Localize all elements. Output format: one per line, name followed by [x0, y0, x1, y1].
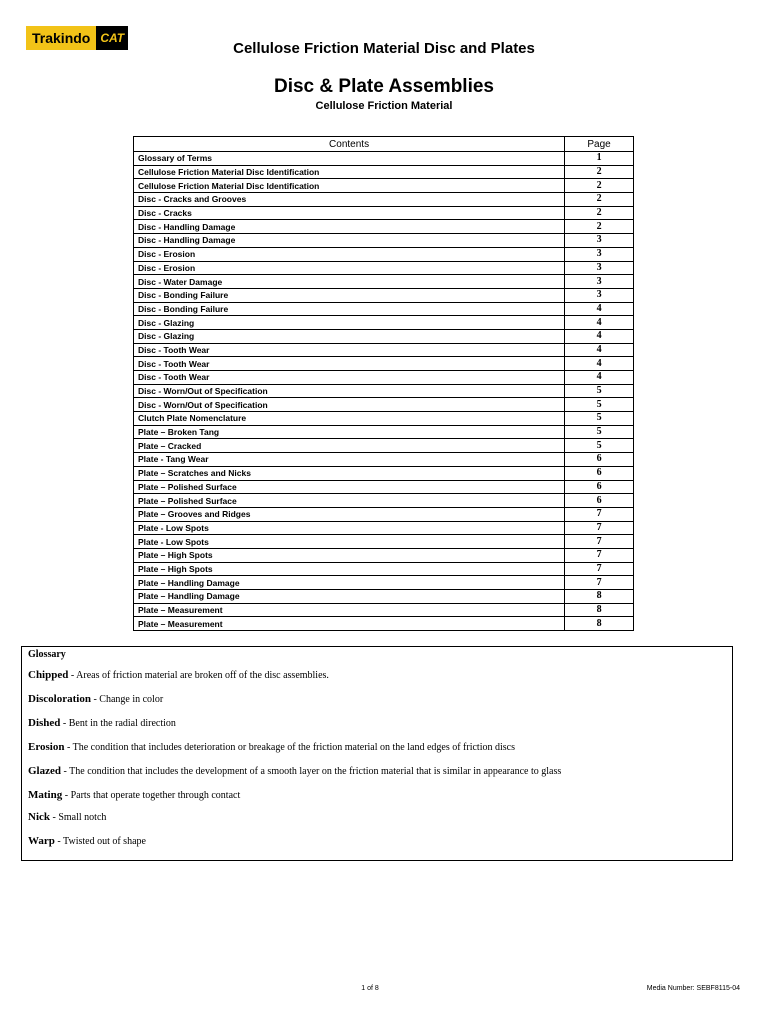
contents-table [133, 136, 634, 631]
table-row [134, 193, 634, 207]
glossary-heading: Glossary [28, 649, 66, 660]
contents-entry-title: Glossary of Terms [134, 152, 565, 166]
glossary-term: Chipped [28, 669, 69, 681]
table-row [134, 261, 634, 275]
table-row [134, 453, 634, 467]
table-row [134, 480, 634, 494]
contents-entry-title: Disc - Bonding Failure [134, 302, 565, 316]
contents-entry-page: 6 [565, 480, 634, 494]
contents-entry-title: Disc - Glazing [134, 316, 565, 330]
page-number: 1 of 8 [361, 985, 379, 992]
table-row [134, 206, 634, 220]
logo-cat: CAT [96, 26, 128, 50]
contents-entry-page: 5 [565, 439, 634, 453]
contents-entry-page: 7 [565, 535, 634, 549]
glossary-term: Discoloration [28, 693, 91, 705]
contents-entry-title: Plate – Measurement [134, 603, 565, 617]
table-row [134, 371, 634, 385]
table-row [134, 302, 634, 316]
contents-entry-title: Disc - Handling Damage [134, 234, 565, 248]
contents-entry-title: Disc - Cracks and Grooves [134, 193, 565, 207]
table-row [134, 494, 634, 508]
glossary-definition: - Areas of friction material are broken off of the disc assemblies. [68, 670, 329, 681]
contents-entry-title: Disc - Bonding Failure [134, 288, 565, 302]
table-row [134, 384, 634, 398]
table-row [134, 507, 634, 521]
table-row [134, 316, 634, 330]
glossary-term: Glazed [28, 765, 61, 777]
contents-entry-title: Disc - Cracks [134, 206, 565, 220]
table-row [134, 439, 634, 453]
contents-header: Contents [134, 137, 565, 152]
contents-entry-title: Disc - Erosion [134, 247, 565, 261]
logo-trakindo: Trakindo [26, 26, 96, 50]
glossary-term: Warp [28, 835, 55, 847]
document-title: Cellulose Friction Material Disc and Plates [233, 40, 535, 57]
contents-entry-page: 7 [565, 562, 634, 576]
contents-entry-page: 5 [565, 425, 634, 439]
contents-entry-title: Plate – High Spots [134, 548, 565, 562]
table-row [134, 275, 634, 289]
glossary-definition: - Parts that operate together through contact [62, 790, 241, 801]
table-row [134, 220, 634, 234]
contents-entry-page: 1 [565, 152, 634, 166]
table-row [134, 521, 634, 535]
contents-entry-page: 8 [565, 590, 634, 604]
contents-entry-title: Disc - Tooth Wear [134, 357, 565, 371]
media-number: Media Number: SEBF8115-04 [646, 985, 740, 992]
glossary-entry [28, 693, 163, 705]
table-row [134, 562, 634, 576]
contents-entry-title: Disc - Tooth Wear [134, 371, 565, 385]
contents-table-body [134, 152, 634, 631]
contents-entry-title: Cellulose Friction Material Disc Identification [134, 179, 565, 193]
contents-entry-page: 8 [565, 617, 634, 631]
page-header: Page [565, 137, 634, 152]
contents-entry-title: Disc - Tooth Wear [134, 343, 565, 357]
contents-entry-page: 4 [565, 329, 634, 343]
contents-entry-page: 3 [565, 247, 634, 261]
contents-entry-title: Disc - Erosion [134, 261, 565, 275]
glossary-entry [28, 835, 146, 847]
table-row [134, 343, 634, 357]
contents-entry-title: Plate - Low Spots [134, 535, 565, 549]
table-row [134, 165, 634, 179]
contents-entry-page: 4 [565, 302, 634, 316]
contents-entry-page: 7 [565, 548, 634, 562]
contents-entry-page: 4 [565, 357, 634, 371]
contents-entry-title: Plate – Handling Damage [134, 590, 565, 604]
contents-entry-page: 7 [565, 576, 634, 590]
contents-entry-title: Disc - Glazing [134, 329, 565, 343]
contents-entry-title: Plate – Polished Surface [134, 480, 565, 494]
glossary-definition: - The condition that includes deterioration or breakage of the friction material on the land edges of friction discs [64, 742, 515, 753]
table-row [134, 179, 634, 193]
glossary-entry [28, 669, 329, 681]
table-row [134, 603, 634, 617]
glossary-entry [28, 717, 176, 729]
contents-entry-title: Cellulose Friction Material Disc Identification [134, 165, 565, 179]
glossary-definition: - Small notch [50, 812, 107, 823]
glossary-entry [28, 811, 106, 823]
contents-entry-page: 3 [565, 288, 634, 302]
table-row [134, 412, 634, 426]
contents-entry-title: Plate – High Spots [134, 562, 565, 576]
table-row [134, 425, 634, 439]
contents-entry-page: 3 [565, 275, 634, 289]
contents-entry-page: 3 [565, 234, 634, 248]
contents-entry-page: 4 [565, 371, 634, 385]
table-row [134, 398, 634, 412]
contents-entry-title: Plate – Broken Tang [134, 425, 565, 439]
table-row [134, 535, 634, 549]
glossary-term: Erosion [28, 741, 65, 753]
table-row [134, 466, 634, 480]
contents-entry-title: Disc - Handling Damage [134, 220, 565, 234]
contents-entry-title: Plate – Grooves and Ridges [134, 507, 565, 521]
glossary-term: Nick [28, 811, 50, 823]
glossary-box [21, 646, 733, 861]
contents-entry-page: 2 [565, 193, 634, 207]
table-row [134, 288, 634, 302]
contents-entry-title: Plate - Low Spots [134, 521, 565, 535]
contents-entry-title: Clutch Plate Nomenclature [134, 412, 565, 426]
contents-entry-page: 6 [565, 466, 634, 480]
contents-header-row [134, 137, 634, 152]
table-row [134, 617, 634, 631]
contents-entry-page: 4 [565, 316, 634, 330]
table-row [134, 152, 634, 166]
contents-entry-page: 5 [565, 398, 634, 412]
table-row [134, 590, 634, 604]
contents-entry-title: Plate - Tang Wear [134, 453, 565, 467]
contents-entry-page: 2 [565, 179, 634, 193]
table-row [134, 329, 634, 343]
glossary-definition: - Twisted out of shape [54, 836, 146, 847]
glossary-definition: - Change in color [90, 694, 164, 705]
glossary-entry [28, 741, 515, 753]
contents-entry-title: Plate – Measurement [134, 617, 565, 631]
table-row [134, 576, 634, 590]
contents-entry-title: Disc - Water Damage [134, 275, 565, 289]
contents-entry-page: 7 [565, 507, 634, 521]
contents-entry-page: 5 [565, 412, 634, 426]
sub-title: Cellulose Friction Material [315, 100, 453, 112]
glossary-entry [28, 789, 240, 801]
contents-entry-page: 6 [565, 453, 634, 467]
contents-entry-title: Plate – Handling Damage [134, 576, 565, 590]
table-row [134, 234, 634, 248]
contents-entry-page: 2 [565, 206, 634, 220]
contents-entry-title: Plate – Scratches and Nicks [134, 466, 565, 480]
contents-entry-title: Plate – Cracked [134, 439, 565, 453]
contents-entry-page: 2 [565, 165, 634, 179]
contents-entry-page: 4 [565, 343, 634, 357]
contents-entry-page: 2 [565, 220, 634, 234]
main-title: Disc & Plate Assemblies [273, 76, 494, 97]
glossary-definition: - Bent in the radial direction [60, 718, 176, 729]
contents-entry-title: Plate – Polished Surface [134, 494, 565, 508]
table-row [134, 548, 634, 562]
glossary-term: Mating [28, 789, 63, 801]
contents-entry-page: 3 [565, 261, 634, 275]
contents-entry-title: Disc - Worn/Out of Specification [134, 384, 565, 398]
glossary-definition: - The condition that includes the development of a smooth layer on the friction material that is similar in appearance to glass [61, 766, 562, 777]
contents-entry-page: 7 [565, 521, 634, 535]
contents-entry-page: 5 [565, 384, 634, 398]
glossary-term: Dished [28, 717, 61, 729]
table-row [134, 247, 634, 261]
table-row [134, 357, 634, 371]
contents-entry-page: 8 [565, 603, 634, 617]
contents-entry-page: 6 [565, 494, 634, 508]
glossary-entry [28, 765, 561, 777]
contents-entry-title: Disc - Worn/Out of Specification [134, 398, 565, 412]
